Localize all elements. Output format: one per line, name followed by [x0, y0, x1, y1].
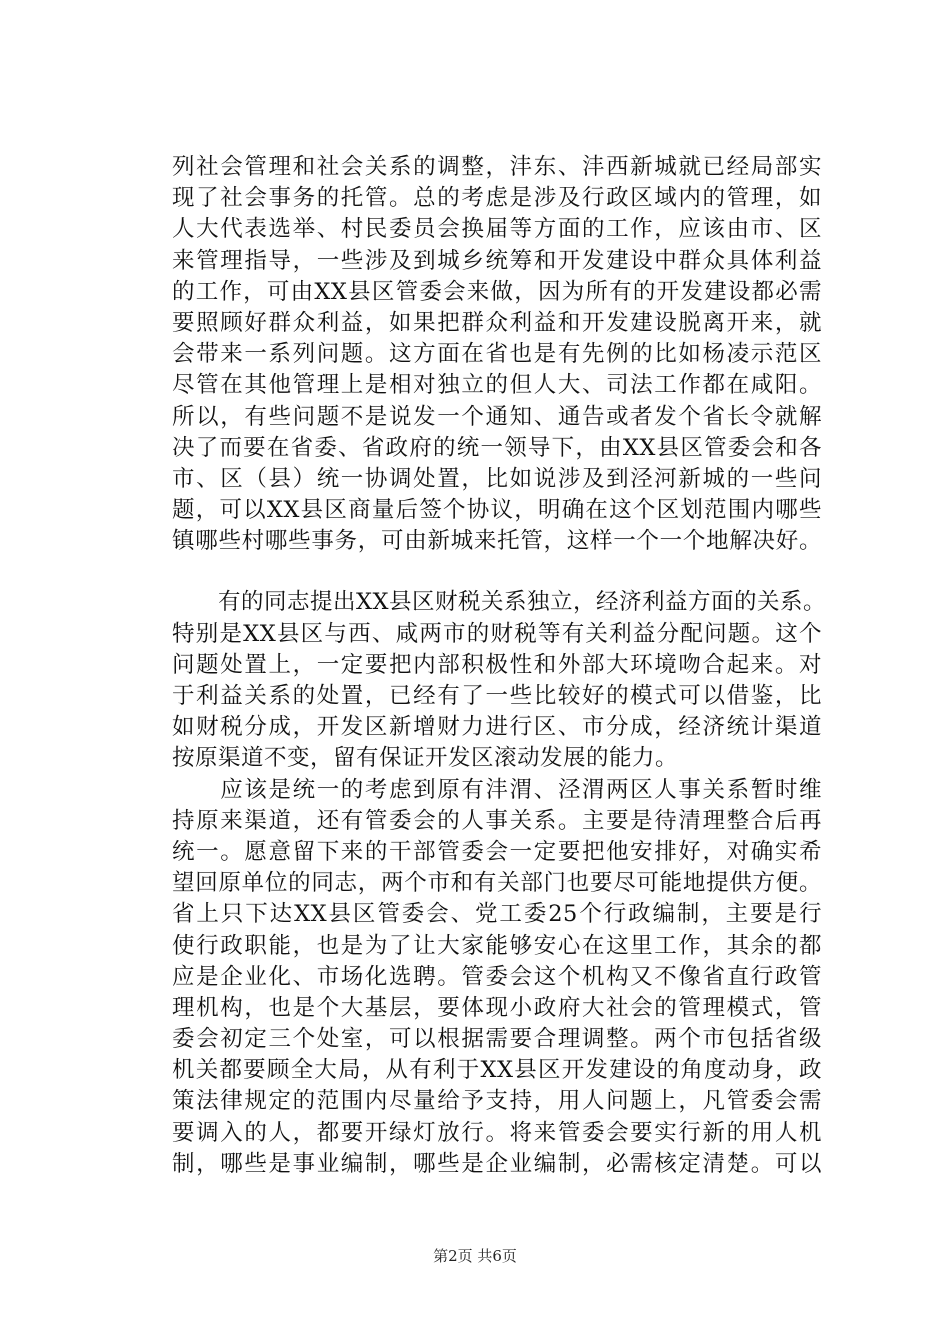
text-line: 理机构，也是个大基层，要体现小政府大社会的管理模式，管 [172, 994, 822, 1021]
text-line: 尽管在其他管理上是相对独立的但人大、司法工作都在咸阳。 [172, 372, 822, 399]
text-line: 应是企业化、市场化选聘。管委会这个机构又不像省直行政管 [172, 963, 822, 990]
text-line: 镇哪些村哪些事务，可由新城来托管，这样一个一个地解决好。 [172, 528, 822, 555]
text-line: 望回原单位的同志，两个市和有关部门也要尽可能地提供方便。 [172, 870, 822, 897]
paragraph-2 [172, 587, 827, 774]
text-line: 制，哪些是事业编制，哪些是企业编制，必需核定清楚。可以 [172, 1150, 822, 1177]
text-line: 按原渠道不变，留有保证开发区滚动发展的能力。 [172, 745, 679, 772]
text-line: 所以，有些问题不是说发一个通知、通告或者发个省长令就解 [172, 403, 822, 430]
text-line: 机关都要顾全大局，从有利于XX县区开发建设的角度动身，政 [172, 1057, 822, 1084]
text-line: 题，可以XX县区商量后签个协议，明确在这个区划范围内哪些 [172, 497, 822, 524]
text-line: 统一。愿意留下来的干部管委会一定要把他安排好，对确实希 [172, 838, 822, 865]
text-line: 问题处置上，一定要把内部积极性和外部大环境吻合起来。对 [172, 651, 822, 678]
text-line: 使行政职能，也是为了让大家能够安心在这里工作，其余的都 [172, 932, 822, 959]
text-line: 列社会管理和社会关系的调整，沣东、沣西新城就已经局部实 [172, 154, 822, 180]
text-line: 省上只下达XX县区管委会、党工委25个行政编制，主要是行 [172, 901, 822, 928]
text-line: 的工作，可由XX县区管委会来做，因为所有的开发建设都必需 [172, 278, 822, 305]
text-line: 如财税分成，开发区新增财力进行区、市分成，经济统计渠道 [172, 714, 822, 741]
text-line: 委会初定三个处室，可以根据需要合理调整。两个市包括省级 [172, 1026, 822, 1053]
text-line: 特别是XX县区与西、咸两市的财税等有关利益分配问题。这个 [172, 620, 822, 647]
page-number-footer: 第2页 共6页 [433, 1247, 517, 1265]
text-line: 市、区（县）统一协调处置，比如说涉及到泾河新城的一些问 [172, 465, 822, 492]
document-body [172, 152, 827, 1180]
text-line: 于利益关系的处置，已经有了一些比较好的模式可以借鉴，比 [172, 683, 822, 709]
text-line: 会带来一系列问题。这方面在省也是有先例的比如杨凌示范区 [172, 341, 822, 368]
paragraph-gap [172, 557, 822, 587]
text-line: 决了而要在省委、省政府的统一领导下，由XX县区管委会和各 [172, 434, 822, 461]
text-line: 应该是统一的考虑到原有沣渭、泾渭两区人事关系暂时维 [172, 776, 822, 803]
text-line: 人大代表选举、村民委员会换届等方面的工作，应该由市、区 [172, 216, 822, 243]
text-line: 策法律规定的范围内尽量给予支持，用人问题上，凡管委会需 [172, 1088, 822, 1115]
paragraph-1 [172, 152, 822, 557]
text-line: 现了社会事务的托管。总的考虑是涉及行政区域内的管理，如 [172, 185, 822, 212]
text-line: 要照顾好群众利益，如果把群众利益和开发建设脱离开来，就 [172, 309, 822, 336]
text-line: 有的同志提出XX县区财税关系独立，经济利益方面的关系。 [172, 589, 827, 616]
text-line: 来管理指导，一些涉及到城乡统筹和开发建设中群众具体利益 [172, 247, 822, 274]
text-line: 持原来渠道，还有管委会的人事关系。主要是待清理整合后再 [172, 807, 822, 834]
paragraph-3 [172, 775, 822, 1180]
text-line: 要调入的人，都要开绿灯放行。将来管委会要实行新的用人机 [172, 1119, 822, 1146]
